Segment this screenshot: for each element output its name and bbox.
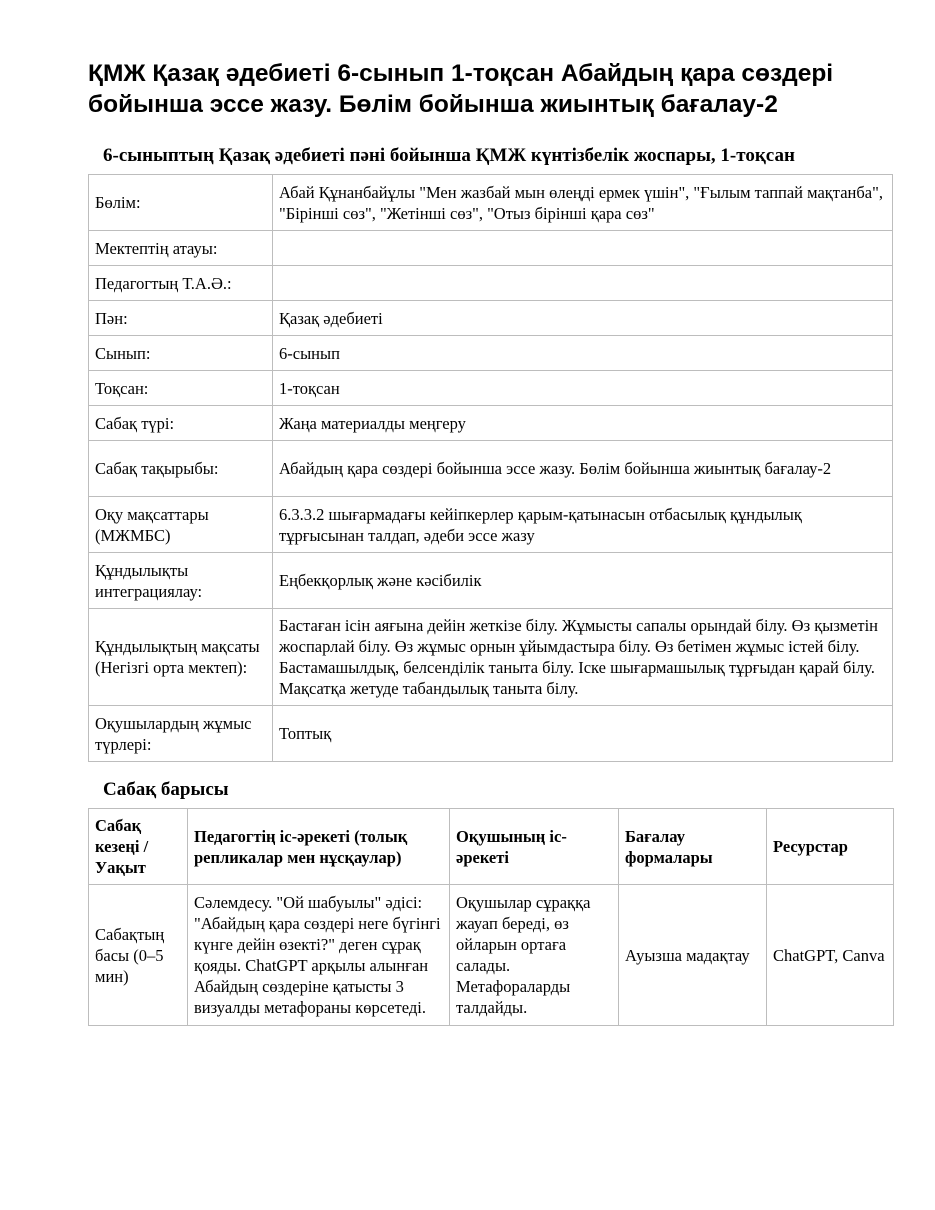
- info-key: Тоқсан:: [89, 371, 273, 406]
- info-key: Бөлім:: [89, 175, 273, 231]
- info-key: Құндылықтың мақсаты (Негізгі орта мектеп):: [89, 609, 273, 706]
- info-key: Сынып:: [89, 336, 273, 371]
- info-key: Құндылықты интеграциялау:: [89, 553, 273, 609]
- info-key: Пән:: [89, 301, 273, 336]
- table-row: [89, 885, 894, 1026]
- stage-cell: Сабақтың басы (0–5 мин): [89, 885, 188, 1026]
- table-header-row: [89, 809, 894, 885]
- info-key: Сабақ тақырыбы:: [89, 441, 273, 497]
- info-value: 6.3.3.2 шығармадағы кейіпкерлер қарым-қатынасын отбасылық құндылық тұрғысынан талдап, әдеби эссе жазу: [273, 497, 893, 553]
- table-row: [89, 441, 893, 497]
- info-value: 1-тоқсан: [273, 371, 893, 406]
- teacher-activity-cell: Сәлемдесу. "Ой шабуылы" әдісі: "Абайдың қара сөздері неге бүгінгі күнге дейін өзекті?" деген сұрақ қояды. ChatGPT арқылы алынған Абайдың сөздеріне қатысты 3 визуалды метафораны көрсетеді.: [188, 885, 450, 1026]
- column-header: Бағалау формалары: [619, 809, 767, 885]
- assessment-cell: Ауызша мадақтау: [619, 885, 767, 1026]
- column-header: Педагогтің іс-әрекеті (толық репликалар мен нұсқаулар): [188, 809, 450, 885]
- table-row: [89, 231, 893, 266]
- student-activity-cell: Оқушылар сұраққа жауап береді, өз ойларын ортаға салады. Метафораларды талдайды.: [450, 885, 619, 1026]
- resources-cell: ChatGPT, Canva: [767, 885, 894, 1026]
- document-page: [88, 58, 893, 1026]
- lesson-info-table: [88, 174, 893, 762]
- lesson-flow-table: [88, 808, 894, 1026]
- table-row: [89, 706, 893, 762]
- table-row: [89, 175, 893, 231]
- table-row: [89, 553, 893, 609]
- table-row: [89, 406, 893, 441]
- info-value: Абай Құнанбайұлы "Мен жазбай мын өлеңді ермек үшін", "Ғылым таппай мақтанба", "Бірінші сөз", "Жетінші сөз", "Отыз бірінші қара сөз": [273, 175, 893, 231]
- info-value: 6-сынып: [273, 336, 893, 371]
- column-header: Ресурстар: [767, 809, 894, 885]
- table-row: [89, 301, 893, 336]
- table-row: [89, 371, 893, 406]
- table-row: [89, 497, 893, 553]
- info-value: Бастаған ісін аяғына дейін жеткізе білу. Жұмысты сапалы орындай білу. Өз қызметін жоспарлай білу. Өз жұмыс орнын ұйымдастыра білу. Өз бетімен жұмыс істей білу. Бастамашылдық, белсенділік таныта білу. Іске шығармашылық тұрғыдан қарай білу. Мақсатқа жетуде табандылық таныта білу.: [273, 609, 893, 706]
- table-row: [89, 336, 893, 371]
- table-row: [89, 609, 893, 706]
- plan-heading: 6-сыныптың Қазақ әдебиеті пәні бойынша ҚМЖ күнтізбелік жоспары, 1-тоқсан: [103, 145, 795, 166]
- info-key: Оқу мақсаттары (МЖМБС): [89, 497, 273, 553]
- info-key: Педагогтың Т.А.Ә.:: [89, 266, 273, 301]
- info-key: Оқушылардың жұмыс түрлері:: [89, 706, 273, 762]
- column-header: Оқушының іс-әрекеті: [450, 809, 619, 885]
- document-title: ҚМЖ Қазақ әдебиеті 6-сынып 1-тоқсан Абайдың қара сөздері бойынша эссе жазу. Бөлім бойынша жиынтық бағалау-2: [88, 60, 834, 118]
- lesson-heading: Сабақ барысы: [103, 779, 229, 800]
- column-header: Сабақ кезеңі / Уақыт: [89, 809, 188, 885]
- info-value: Топтық: [273, 706, 893, 762]
- info-value: Абайдың қара сөздері бойынша эссе жазу. Бөлім бойынша жиынтық бағалау-2: [273, 441, 893, 497]
- info-key: Мектептің атауы:: [89, 231, 273, 266]
- info-value: Еңбекқорлық және кәсібилік: [273, 553, 893, 609]
- info-value: [273, 231, 893, 266]
- info-value: [273, 266, 893, 301]
- info-key: Сабақ түрі:: [89, 406, 273, 441]
- info-value: Қазақ әдебиеті: [273, 301, 893, 336]
- info-value: Жаңа материалды меңгеру: [273, 406, 893, 441]
- table-row: [89, 266, 893, 301]
